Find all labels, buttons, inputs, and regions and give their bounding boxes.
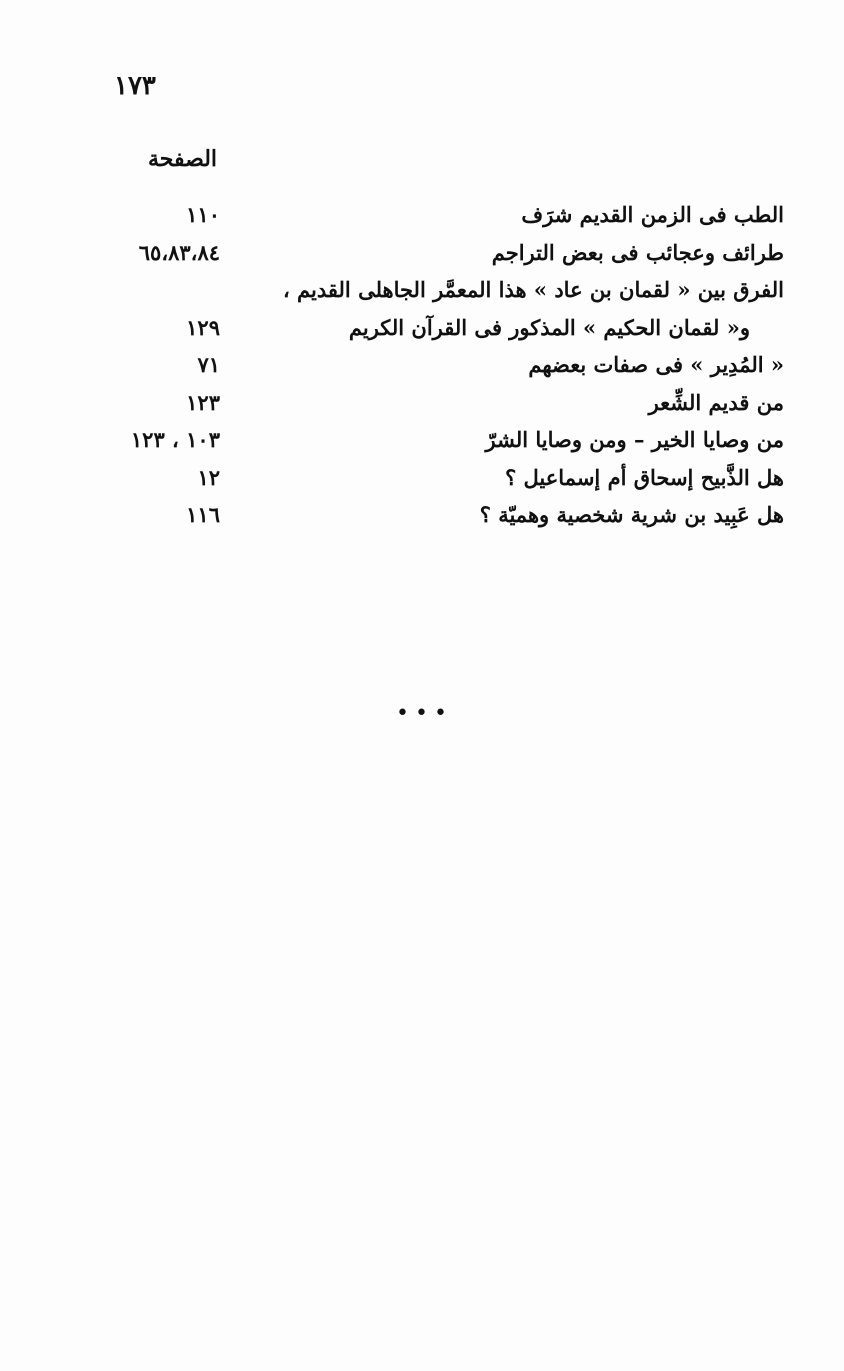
page-number: ١٧٣: [114, 71, 156, 101]
toc-entry-page: ١٠٣ ، ١٢٣: [130, 427, 220, 452]
toc-entry-title-continuation: و« لقمان الحكيم » المذكور فى القرآن الكريم: [348, 314, 750, 340]
toc-entry-title: من قديم الشِّعر: [648, 389, 784, 415]
toc-row: [100, 234, 784, 272]
toc-entry-page: ٧١: [197, 352, 220, 377]
toc-entry-page: ١٢٣: [186, 389, 220, 415]
table-of-contents: [100, 196, 784, 534]
toc-row: [100, 196, 784, 234]
toc-entry-title: هل عَبِيد بن شرية شخصية وهميّة ؟: [479, 502, 784, 527]
toc-row: [100, 346, 784, 384]
toc-entry-title: هل الذَّبيح إسحاق أم إسماعيل ؟: [505, 464, 784, 490]
toc-row: [100, 421, 784, 459]
page-column-header: الصفحة: [148, 146, 218, 172]
toc-row: [100, 459, 784, 497]
toc-entry-page: ١٢٩: [186, 314, 220, 340]
toc-row: [100, 384, 784, 422]
toc-entry-page: ١١٦: [186, 502, 220, 527]
toc-entry-page: ٦٥،٨٣،٨٤: [138, 239, 220, 265]
end-of-section-ornament: •••: [396, 701, 453, 726]
toc-entry-page: ١١٠: [186, 202, 220, 227]
toc-entry-title: طرائف وعجائب فى بعض التراجم: [491, 239, 784, 265]
toc-entry-page: ١٢: [197, 464, 220, 490]
toc-entry-title: « المُدِير » فى صفات بعضهم: [528, 352, 784, 377]
toc-row: [100, 309, 784, 347]
toc-entry-title: الفرق بين « لقمان بن عاد » هذا المعمَّر الجاهلى القديم ،: [282, 277, 784, 302]
toc-entry-title: الطب فى الزمن القديم شرَف: [521, 202, 784, 227]
toc-row: [100, 271, 784, 309]
toc-entry-title: من وصايا الخير – ومن وصايا الشرّ: [485, 427, 784, 452]
toc-row: [100, 496, 784, 534]
